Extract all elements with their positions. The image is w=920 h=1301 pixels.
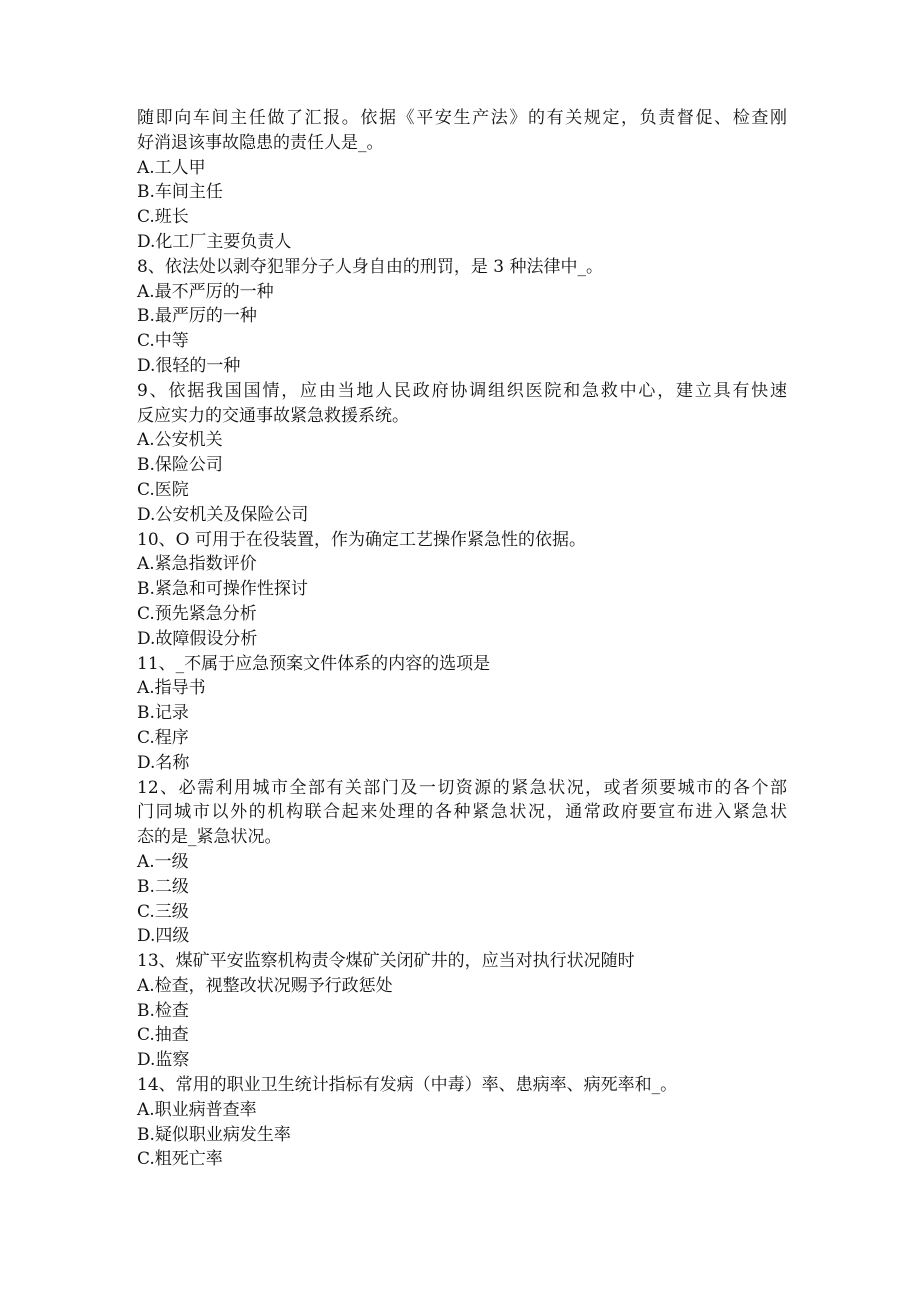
text-line: C.班长: [137, 207, 189, 228]
text-line: 10、O 可用于在役装置，作为确定工艺操作紧急性的依据。: [137, 529, 586, 550]
text-line: 11、_不属于应急预案文件体系的内容的选项是: [137, 653, 491, 674]
text-line: C.预先紧急分析: [137, 603, 257, 624]
text-line: B.检查: [137, 1000, 189, 1021]
text-line: A.指导书: [137, 678, 206, 699]
document-body: [137, 106, 787, 1172]
text-line: D.监察: [137, 1050, 190, 1071]
text-line: B.二级: [137, 876, 189, 897]
text-line: B.紧急和可操作性探讨: [137, 579, 308, 600]
text-line: 好消退该事故隐患的责任人是_。: [137, 132, 384, 153]
text-line: 态的是_紧急状况。: [137, 827, 282, 848]
text-line: C.三级: [137, 901, 189, 922]
text-line: C.医院: [137, 479, 189, 500]
text-line: A.最不严厉的一种: [137, 281, 274, 302]
text-line: 8、依法处以剥夺犯罪分子人身自由的刑罚，是 3 种法律中_。: [137, 256, 603, 277]
text-line: D.公安机关及保险公司: [137, 504, 309, 525]
text-line: 随即向车间主任做了汇报。依据《平安生产法》的有关规定，负责督促、检查刚: [137, 108, 787, 128]
text-line: 9、依据我国国情，应由当地人民政府协调组织医院和急救中心，建立具有快速: [137, 380, 787, 401]
text-line: D.四级: [137, 926, 190, 947]
text-line: A.公安机关: [137, 430, 223, 451]
text-line: A.紧急指数评价: [137, 554, 257, 575]
text-line: C.粗死亡率: [137, 1149, 223, 1170]
text-line: C.抽查: [137, 1025, 189, 1046]
text-line: B.记录: [137, 703, 189, 724]
text-line: A.一级: [137, 851, 189, 872]
text-line: D.化工厂主要负责人: [137, 231, 292, 252]
text-line: 14、常用的职业卫生统计指标有发病（中毒）率、患病率、病死率和_。: [137, 1075, 678, 1096]
text-line: D.故障假设分析: [137, 628, 258, 649]
text-line: D.很轻的一种: [137, 355, 241, 376]
text-line: 反应实力的交通事故紧急救援系统。: [137, 405, 409, 426]
text-line: C.程序: [137, 727, 189, 748]
text-line: A.工人甲: [137, 157, 206, 178]
text-line: D.名称: [137, 752, 190, 773]
text-line: B.车间主任: [137, 182, 223, 203]
text-line: A.职业病普查率: [137, 1099, 257, 1120]
text-line: C.中等: [137, 331, 189, 352]
text-line: B.最严厉的一种: [137, 306, 257, 327]
text-line: A.检查，视整改状况赐予行政惩处: [137, 975, 393, 996]
text-line: 13、煤矿平安监察机构责令煤矿关闭矿井的，应当对执行状况随时: [137, 951, 635, 972]
text-line: 门同城市以外的机构联合起来处理的各种紧急状况，通常政府要宣布进入紧急状: [137, 802, 787, 823]
text-line: B.疑似职业病发生率: [137, 1124, 291, 1145]
text-line: B.保险公司: [137, 455, 223, 476]
text-line: 12、必需利用城市全部有关部门及一切资源的紧急状况，或者须要城市的各个部: [137, 777, 787, 798]
